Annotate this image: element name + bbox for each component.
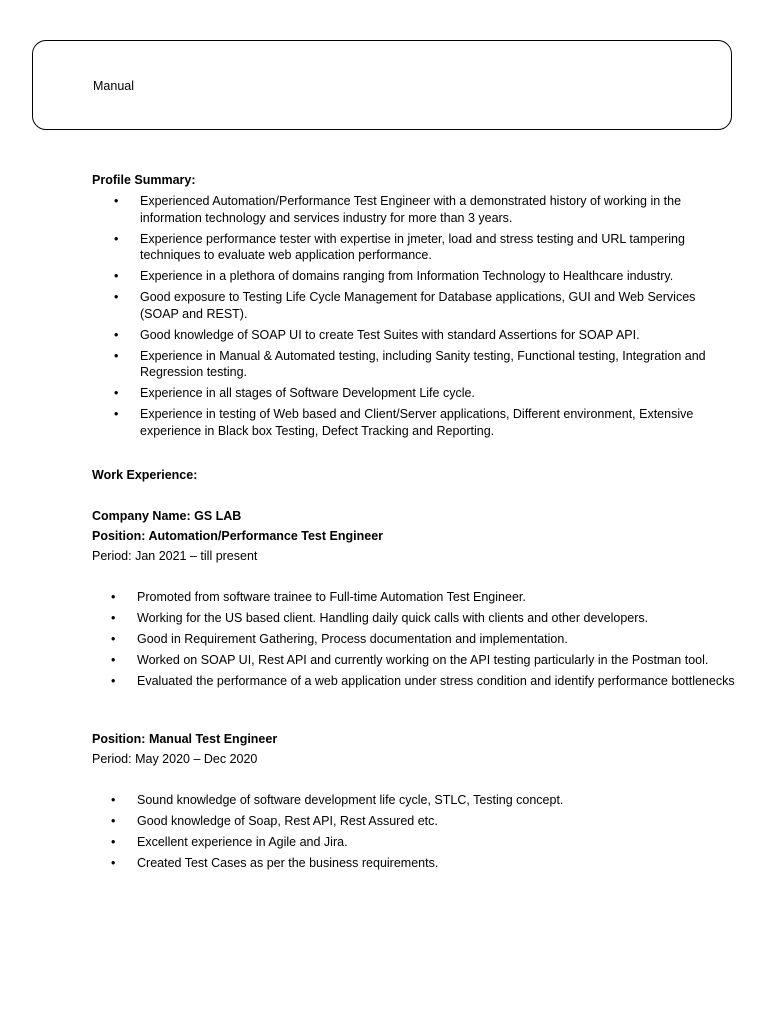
list-item: • Working for the US based client. Handling daily quick calls with clients and other developers.: [137, 610, 737, 627]
list-item: • Experience in testing of Web based and Client/Server applications, Different environment, Extensive experience in Black box Testing, Defect Tracking and Reporting.: [140, 406, 730, 439]
position-duties-list: [137, 792, 737, 876]
list-item: • Good knowledge of Soap, Rest API, Rest Assured etc.: [137, 813, 737, 830]
list-item: • Created Test Cases as per the business requirements.: [137, 855, 737, 872]
position-period: Period: Jan 2021 – till present: [92, 549, 258, 563]
profile-summary-list: [140, 193, 730, 444]
position-title: Position: Manual Test Engineer: [92, 732, 278, 746]
position-period: Period: May 2020 – Dec 2020: [92, 752, 258, 766]
position-duties-list: [137, 589, 737, 694]
list-item: • Sound knowledge of software development life cycle, STLC, Testing concept.: [137, 792, 737, 809]
header-box: [32, 40, 732, 130]
list-item: • Experienced Automation/Performance Test Engineer with a demonstrated history of working in the information technology and services industry for more than 3 years.: [140, 193, 730, 226]
company-name: Company Name: GS LAB: [92, 509, 242, 523]
position-title: Position: Automation/Performance Test Engineer: [92, 529, 384, 543]
list-item: • Experience in a plethora of domains ranging from Information Technology to Healthcare industry.: [140, 268, 730, 285]
list-item: • Promoted from software trainee to Full-time Automation Test Engineer.: [137, 589, 737, 606]
list-item: • Experience in all stages of Software Development Life cycle.: [140, 385, 730, 402]
list-item: • Excellent experience in Agile and Jira.: [137, 834, 737, 851]
list-item: • Worked on SOAP UI, Rest API and currently working on the API testing particularly in the Postman tool.: [137, 652, 737, 669]
profile-summary-heading: Profile Summary:: [92, 173, 196, 187]
list-item: • Good exposure to Testing Life Cycle Management for Database applications, GUI and Web Services (SOAP and REST).: [140, 289, 730, 322]
list-item: • Experience performance tester with expertise in jmeter, load and stress testing and URL tampering techniques to evaluate web application performance.: [140, 231, 730, 264]
work-experience-heading: Work Experience:: [92, 468, 198, 482]
list-item: • Evaluated the performance of a web application under stress condition and identify performance bottlenecks: [137, 673, 737, 690]
list-item: • Experience in Manual & Automated testing, including Sanity testing, Functional testing, Integration and Regression testing.: [140, 348, 730, 381]
header-text: Manual: [93, 79, 134, 93]
list-item: • Good in Requirement Gathering, Process documentation and implementation.: [137, 631, 737, 648]
list-item: • Good knowledge of SOAP UI to create Test Suites with standard Assertions for SOAP API.: [140, 327, 730, 344]
